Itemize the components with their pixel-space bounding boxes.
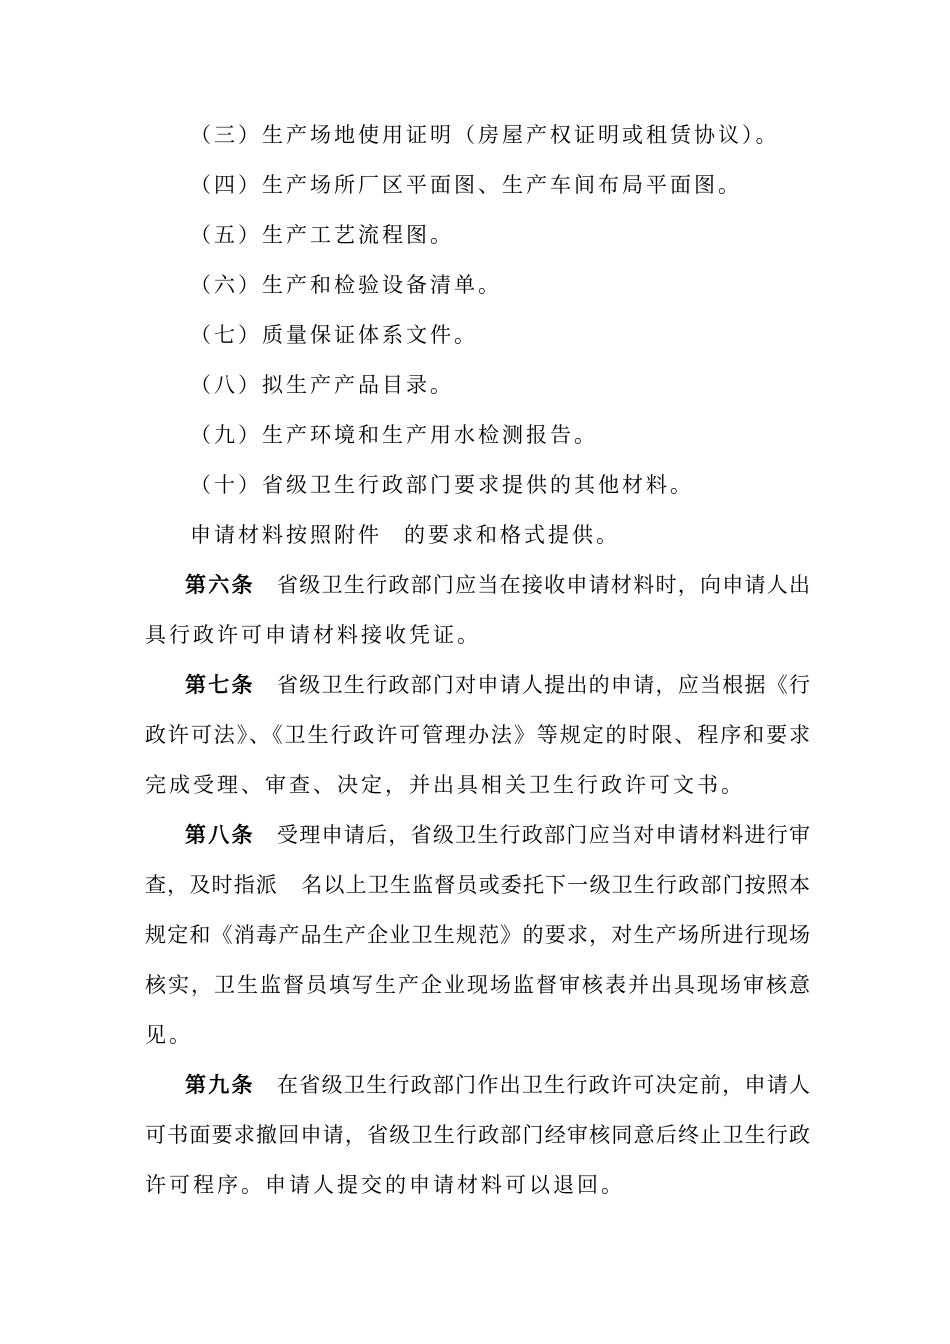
list-item-8: （八）拟生产产品目录。 xyxy=(190,373,454,397)
article-8-line-1: 第八条 受理申请后，省级卫生行政部门应当对申请材料进行审 xyxy=(185,823,811,847)
article-8-line-3: 规定和《消毒产品生产企业卫生规范》的要求，对生产场所进行现场 xyxy=(145,923,810,947)
article-6-line-1: 第六条 省级卫生行政部门应当在接收申请材料时，向申请人出 xyxy=(185,573,811,597)
article-7-line-3: 完成受理、审查、决定，并出具相关卫生行政许可文书。 xyxy=(145,773,745,797)
list-item-5: （五）生产工艺流程图。 xyxy=(190,223,454,247)
article-7-line-1: 第七条 省级卫生行政部门对申请人提出的申请，应当根据《行 xyxy=(185,673,811,697)
list-item-7: （七）质量保证体系文件。 xyxy=(190,323,478,347)
article-9-line-1: 第九条 在省级卫生行政部门作出卫生行政许可决定前，申请人 xyxy=(185,1073,811,1097)
attachment-note-after: 的要求和格式提供。 xyxy=(404,523,620,547)
article-8-line-2: 查，及时指派 名以上卫生监督员或委托下一级卫生行政部门按照本 xyxy=(145,873,811,897)
article-9-line-2: 可书面要求撤回申请，省级卫生行政部门经审核同意后终止卫生行政 xyxy=(145,1123,810,1147)
list-item-3: （三）生产场地使用证明（房屋产权证明或租赁协议）。 xyxy=(190,123,780,147)
attachment-note-before: 申请材料按照附件 xyxy=(190,523,382,547)
article-6-heading: 第六条 xyxy=(185,573,255,597)
list-item-4: （四）生产场所厂区平面图、生产车间布局平面图。 xyxy=(190,173,742,197)
list-item-9: （九）生产环境和生产用水检测报告。 xyxy=(190,423,598,447)
article-6-line-2: 具行政许可申请材料接收凭证。 xyxy=(145,623,481,647)
article-8-line-4: 核实，卫生监督员填写生产企业现场监督审核表并出具现场审核意 xyxy=(145,973,810,997)
article-8-line-5: 见。 xyxy=(145,1023,193,1047)
attachment-note xyxy=(190,520,620,550)
list-item-6: （六）生产和检验设备清单。 xyxy=(190,273,502,297)
article-7-heading: 第七条 xyxy=(185,673,255,697)
list-item-10: （十）省级卫生行政部门要求提供的其他材料。 xyxy=(190,473,694,497)
article-8-heading: 第八条 xyxy=(185,823,255,847)
article-9-line-3: 许可程序。申请人提交的申请材料可以退回。 xyxy=(145,1173,625,1197)
article-7-line-2: 政许可法》、《卫生行政许可管理办法》等规定的时限、程序和要求 xyxy=(145,723,810,747)
article-9-heading: 第九条 xyxy=(185,1073,255,1097)
